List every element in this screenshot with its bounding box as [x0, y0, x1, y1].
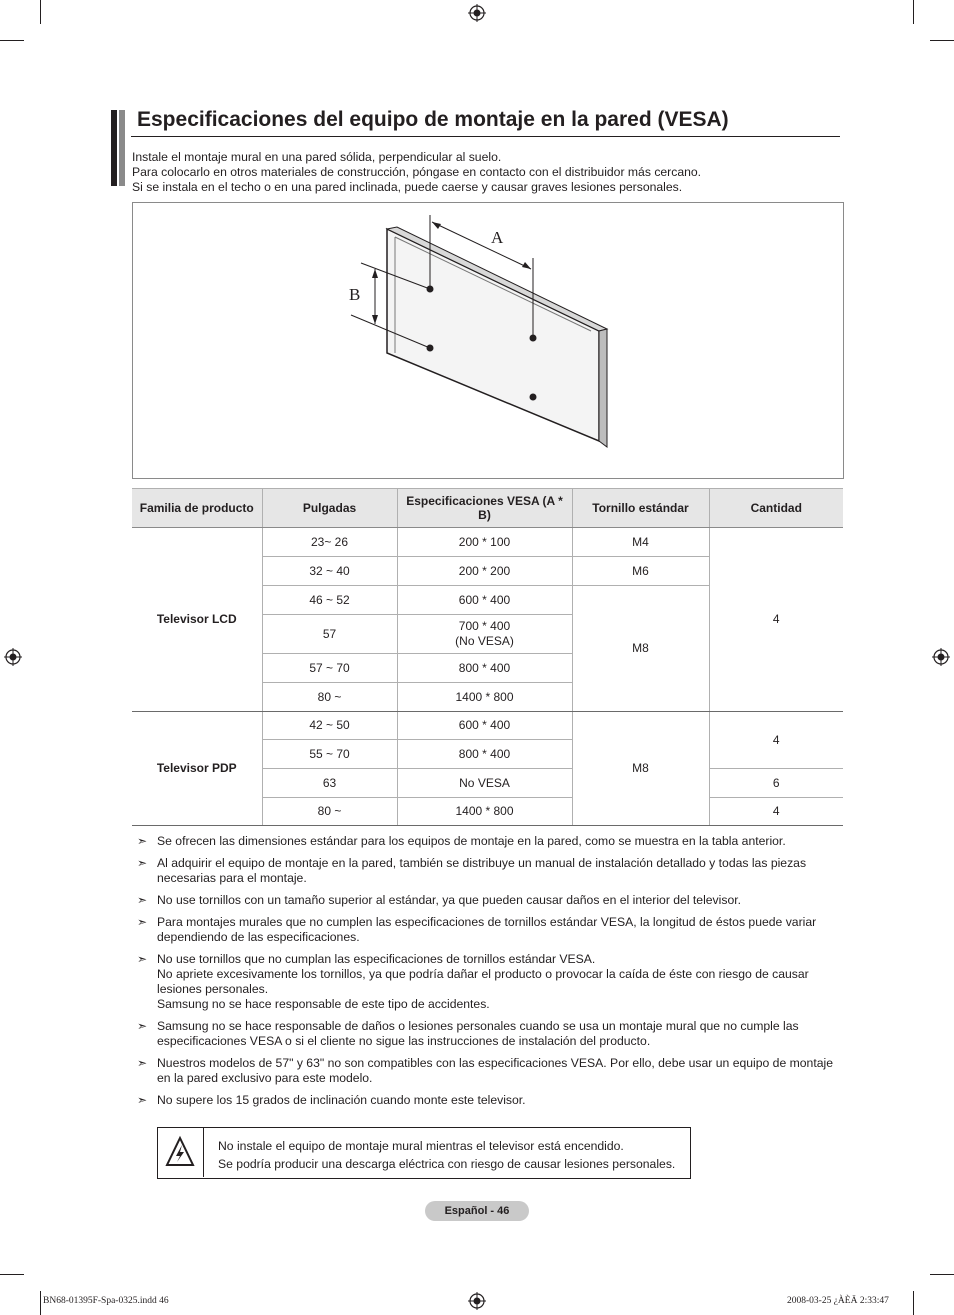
table-row [132, 528, 843, 557]
vesa-cell: 600 * 400 [397, 712, 572, 740]
inches-cell: 80 ~ [262, 798, 397, 826]
vesa-cell: 800 * 400 [397, 654, 572, 683]
title-accent-bar [111, 110, 117, 186]
note-line: Samsung no se hace responsable de este tipo de accidentes. [157, 997, 490, 1011]
note-line: necesarias para el montaje. [157, 871, 307, 885]
screw-hole-icon [530, 394, 537, 401]
table-row [132, 712, 843, 740]
vesa-cell [397, 615, 572, 654]
note-arrow-icon: ➣ [137, 893, 148, 907]
note-line: No use tornillos con un tamaño superior al estándar, ya que pueden causar daños en el interior del televisor. [157, 893, 742, 907]
crop-mark [0, 40, 24, 41]
title-underline [131, 136, 840, 137]
note-arrow-icon: ➣ [137, 952, 148, 966]
note-line: Al adquirir el equipo de montaje en la pared, también se distribuye un manual de instalación detallado y todas las piezas [157, 856, 807, 870]
note-item [137, 856, 843, 886]
crop-mark [913, 1291, 914, 1315]
vesa-cell: 1400 * 800 [397, 683, 572, 712]
note-arrow-icon: ➣ [137, 1056, 148, 1070]
intro-line: Si se instala en el techo o en una pared inclinada, puede caerse y causar graves lesiones personales. [132, 180, 683, 194]
note-item [137, 915, 843, 945]
screw-cell: M6 [572, 557, 709, 586]
column-header: Cantidad [709, 489, 843, 528]
notes-list [137, 834, 843, 1115]
table-header-row [132, 489, 843, 528]
note-arrow-icon: ➣ [137, 834, 148, 848]
note-line: Samsung no se hace responsable de daños o lesiones personales cuando se usa un montaje mural que no cumple las [157, 1019, 799, 1033]
warning-line: Se podría producir una descarga eléctrica con riesgo de causar lesiones personales. [218, 1157, 676, 1171]
column-header: Familia de producto [132, 489, 262, 528]
vesa-cell: 800 * 400 [397, 740, 572, 769]
note-item [137, 834, 843, 849]
inches-cell: 57 ~ 70 [262, 654, 397, 683]
dimension-b-label: B [349, 285, 361, 304]
note-item [137, 952, 843, 1012]
registration-mark-icon [4, 648, 22, 666]
note-item [137, 893, 843, 908]
note-line: Se ofrecen las dimensiones estándar para los equipos de montaje en la pared, como se muestra en la tabla anterior. [157, 834, 786, 848]
note-item [137, 1019, 843, 1049]
screw-cell: M4 [572, 528, 709, 557]
dimension-a-label: A [491, 228, 504, 247]
electric-shock-warning-icon [157, 1127, 203, 1177]
inches-cell: 63 [262, 769, 397, 798]
note-line: No supere los 15 grados de inclinación cuando monte este televisor. [157, 1093, 526, 1107]
note-item [137, 1056, 843, 1086]
crop-mark [40, 0, 41, 24]
page-number: Español - 46 [425, 1201, 529, 1221]
note-line: especificaciones VESA o si el cliente no sigue las instrucciones de instalación del producto. [157, 1034, 651, 1048]
intro-text [132, 150, 701, 195]
inches-cell: 55 ~ 70 [262, 740, 397, 769]
note-arrow-icon: ➣ [137, 915, 148, 929]
crop-mark [913, 0, 914, 24]
screw-cell: M8 [572, 712, 709, 826]
vesa-diagram-frame [132, 202, 844, 479]
vesa-cell: 200 * 100 [397, 528, 572, 557]
crop-mark [0, 1274, 24, 1275]
note-line: lesiones personales. [157, 982, 269, 996]
note-line: Nuestros modelos de 57" y 63" no son compatibles con las especificaciones VESA. Por ello, debe usar un equipo de montaje [157, 1056, 833, 1070]
quantity-cell: 4 [709, 528, 843, 712]
inches-cell: 46 ~ 52 [262, 586, 397, 615]
product-family-cell: Televisor PDP [132, 712, 262, 826]
note-line: No use tornillos que no cumplan las especificaciones de tornillos estándar VESA. [157, 952, 596, 966]
quantity-cell: 4 [709, 712, 843, 769]
inches-cell: 32 ~ 40 [262, 557, 397, 586]
note-item [137, 1093, 843, 1108]
note-line: Para montajes murales que no cumplen las especificaciones de tornillos estándar VESA, la longitud de éstos puede variar [157, 915, 817, 929]
crop-mark [40, 1291, 41, 1315]
vesa-cell: 200 * 200 [397, 557, 572, 586]
screw-cell: M8 [572, 586, 709, 712]
warning-text [218, 1137, 675, 1173]
page-title: Especificaciones del equipo de montaje en la pared (VESA) [137, 108, 729, 131]
warning-line: No instale el equipo de montaje mural mientras el televisor está encendido. [218, 1139, 624, 1153]
vesa-value: 700 * 400 [458, 619, 511, 633]
inches-cell: 80 ~ [262, 683, 397, 712]
crop-mark [930, 40, 954, 41]
intro-line: Para colocarlo en otros materiales de construcción, póngase en contacto con el distribuidor más cercano. [132, 165, 702, 179]
column-header: Pulgadas [262, 489, 397, 528]
inches-cell: 42 ~ 50 [262, 712, 397, 740]
inches-cell: 57 [262, 615, 397, 654]
intro-line: Instale el montaje mural en una pared sólida, perpendicular al suelo. [132, 150, 502, 164]
note-line: No apriete excesivamente los tornillos, ya que podría dañar el producto o provocar la caída de éste con riesgo de causar [157, 967, 809, 981]
vesa-note: (No VESA) [455, 634, 514, 648]
quantity-cell: 6 [709, 769, 843, 798]
footer-filename: BN68-01395F-Spa-0325.indd 46 [43, 1296, 169, 1306]
column-header: Tornillo estándar [572, 489, 709, 528]
inches-cell: 23~ 26 [262, 528, 397, 557]
vesa-cell: 600 * 400 [397, 586, 572, 615]
vesa-cell: No VESA [397, 769, 572, 798]
quantity-cell: 4 [709, 798, 843, 826]
registration-mark-icon [468, 4, 486, 22]
vesa-spec-table [132, 488, 843, 826]
note-arrow-icon: ➣ [137, 856, 148, 870]
product-family-cell: Televisor LCD [132, 528, 262, 712]
note-arrow-icon: ➣ [137, 1093, 148, 1107]
footer-timestamp: 2008-03-25 ¿ÀÈÄ 2:33:47 [787, 1296, 889, 1306]
note-line: en la pared exclusivo para este modelo. [157, 1071, 373, 1085]
note-line: dependiendo de las especificaciones. [157, 930, 360, 944]
note-arrow-icon: ➣ [137, 1019, 148, 1033]
title-accent-bar [119, 110, 125, 186]
vesa-cell: 1400 * 800 [397, 798, 572, 826]
registration-mark-icon [932, 648, 950, 666]
crop-mark [930, 1274, 954, 1275]
registration-mark-icon [468, 1292, 486, 1310]
warning-icon-cell [157, 1127, 204, 1177]
tv-back-diagram [133, 203, 843, 478]
column-header: Especificaciones VESA (A * B) [397, 489, 572, 528]
